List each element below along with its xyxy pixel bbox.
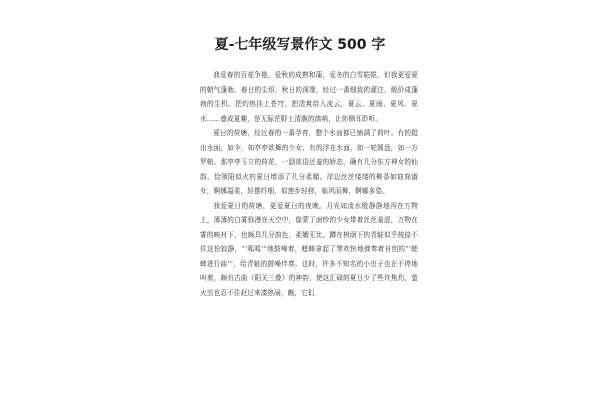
paragraph-1: 我爱春的百花争艳，爱秋的成熟和蒲，爱冬的白雪皑皑，但我更爱夏的朝气蓬勃。春日的尘垠，秋日的深邃，经过一番细致的灌注，煅价成蓬勃的生机。把灼热挂上苍穹，把清爽给入流云，夏云、夏雨、夏风、夏水……叠成夏趣，是无际茫野上清脆的鸽哨，让你侧耳聆听。 [200, 71, 418, 123]
document-body [200, 68, 418, 300]
paragraph-3: 我爱夏日的荷塘，更爱夏日的夜晚。月光如流水般静静地泻在万物上，薄薄的白雾弥漫在天空中，像蒙了面纱的少女带着丝丝羞涩，万物在雾的映衬下，也颇具几分韵色，柔媚无比。蹲在树荫下的青蛙似乎按捺不住这份寂静，“‘呱呱’”地鼓噪着，蟋蟀拿起了琴欢快地弹奏着自创的“‘蟋蟀进行曲’”，给青蛙的鼓噪伴奏。这时，许多不知名的小虫子也在不停地叫着，颇有古曲《阳关三叠》的神韵，使这汇碌的夏日少了些许焦灼，萤火虫也忍不住赶过来凑热闹，瞧，它们 [200, 201, 418, 297]
paragraph-2: 夏日的荷塘，经过春的一番孕育，整个水面都已铺满了荷叶。有的挺出水面，如伞，如亭亭欲舞的少女；有的浮在水面，如一轮圆盘，如一方罗帕。那亭亭玉立的荷花，一副欲语还羞的娇态，确有几分东方神女的仙韵，恰领阳似火的夏日增添了几分柔媚。岸边丝丝缕缕的柳条如窈窕淑女，婀娜温柔，轻摆纤细，似莲步轻移，临风而舞，婀娜多姿。 [200, 129, 418, 195]
document-title: 夏-七年级写景作文 500 字 [214, 37, 386, 53]
